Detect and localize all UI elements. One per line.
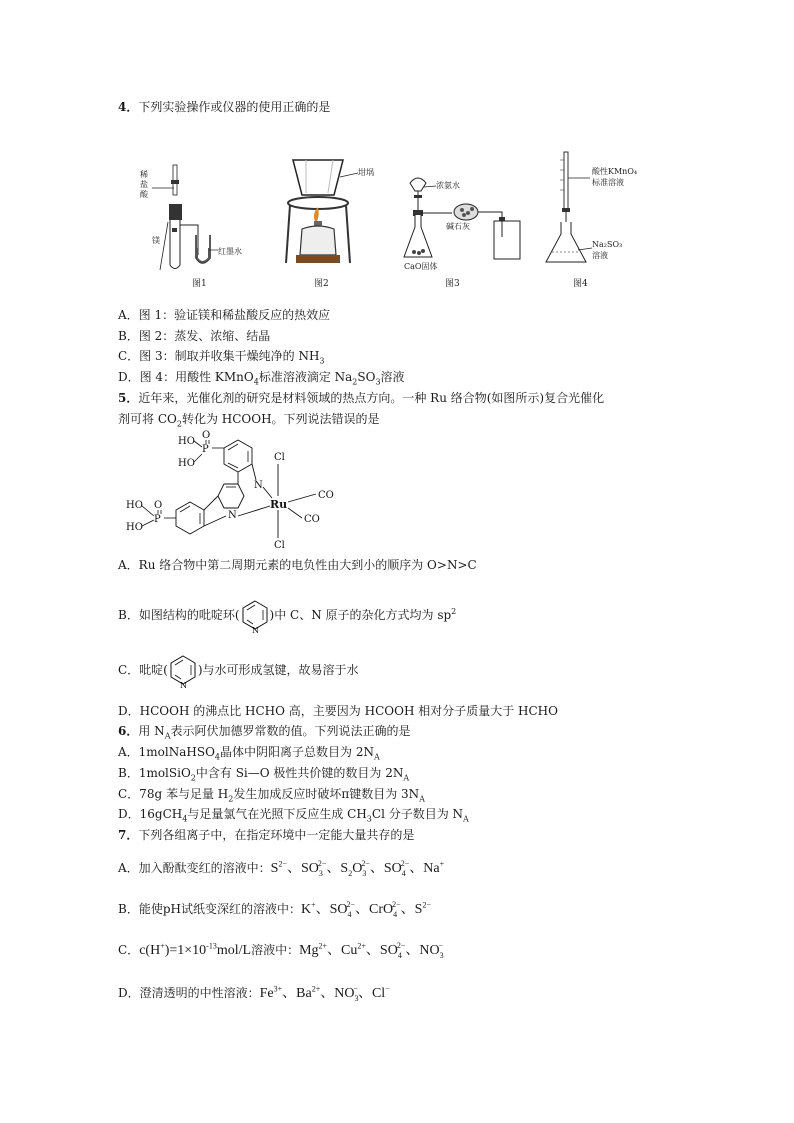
figure-1-caption: 图1 <box>192 279 207 289</box>
svg-text:HO: HO <box>126 522 143 533</box>
svg-text:碱石灰: 碱石灰 <box>446 222 470 231</box>
svg-text:HO: HO <box>126 500 143 511</box>
svg-text:坩埚: 坩埚 <box>358 168 374 177</box>
ru-complex-structure <box>118 430 378 552</box>
q7-option-c: C．$c(H^+)=1\times 10^{-13}mol/L$溶液中：$Mg^{2+}$、$Cu^{2+}$、$SO_4^{2-}$、$NO_3^-$ <box>118 941 444 960</box>
svg-text:O: O <box>202 430 211 441</box>
q4-option-d: D．图 4：用酸性 KMnO$_4$标准溶液滴定 $Na_2SO_3$溶液 <box>118 370 405 387</box>
q6-stem: 6．用 $N_A$表示阿伏加德罗常数的值。下列说法正确的是 <box>118 724 411 741</box>
svg-text:红墨水: 红墨水 <box>218 247 242 256</box>
svg-text:N: N <box>251 625 259 634</box>
svg-text:Ru: Ru <box>270 498 288 511</box>
q5-option-b: B．如图结构的吡啶环( N )中 C、N 原子的杂化方式均为 $sp^2$ <box>118 596 456 634</box>
figure-1-apparatus <box>140 160 260 292</box>
svg-text:HO: HO <box>178 436 195 447</box>
svg-text:浓氨水: 浓氨水 <box>436 181 460 190</box>
q5-option-d: D．HCOOH 的沸点比 HCHO 高，主要因为 HCOOH 相对分子质量大于 HCHO <box>118 704 558 718</box>
svg-text:P: P <box>202 444 209 455</box>
svg-text:CO: CO <box>304 514 320 525</box>
q5-option-c: C．吡啶( N )与水可形成氢键，故易溶于水 <box>118 651 359 689</box>
svg-text:溶液: 溶液 <box>592 251 608 260</box>
svg-text:N: N <box>228 510 237 521</box>
pyridine-ring-icon <box>168 653 198 689</box>
q7-option-d: D．澄清透明的中性溶液：$Fe^{3+}$、$Ba^{2+}$、$NO_3^-$、Cl− <box>118 984 390 1003</box>
q4-option-b: B．图 2：蒸发、浓缩、结晶 <box>118 329 271 343</box>
svg-text:P: P <box>154 514 161 525</box>
q6-option-b: B．1molSiO$_2$中含有 Si—O 极性共价键的数目为 $2N_A$ <box>118 766 410 783</box>
pyridine-ring-icon <box>240 598 270 634</box>
q6-option-d: D．16gCH$_4$与足量氯气在光照下反应生成 $CH_3Cl$ 分子数目为 $N_A$ <box>118 807 469 824</box>
svg-text:N: N <box>179 680 187 689</box>
q4-number: 4． <box>118 100 139 114</box>
svg-text:镁: 镁 <box>152 236 160 245</box>
q5-option-a: A．Ru 络合物中第二周期元素的电负性由大到小的顺序为 O>N>C <box>118 558 477 572</box>
svg-text:O: O <box>154 500 163 511</box>
q4-option-c: C．图 3：制取并收集干燥纯净的 $NH_3$ <box>118 349 325 366</box>
figure-3-apparatus <box>402 155 530 275</box>
q7-option-a: A．加入酚酞变红的溶液中：$S^{2-}$、$SO_3^{2-}$、$S_2O_3^{2-}$、$SO_4^{2-}$、Na+ <box>118 859 445 878</box>
q5-stem-line2: 剂可将 $CO_2$转化为 HCOOH。下列说法错误的是 <box>118 412 380 429</box>
figure-2-apparatus <box>278 155 388 270</box>
svg-text:Cl: Cl <box>274 540 285 551</box>
q7-option-b: B．能使pH试纸变深红的溶液中：K+、$SO_4^{2-}$、CrO$_4^{2-}$、$S^{2-}$ <box>118 900 431 919</box>
svg-text:标准溶液: 标准溶液 <box>592 178 624 187</box>
figure-2-caption: 图2 <box>314 279 329 289</box>
q5-stem-line1: 5．近年来，光催化剂的研究是材料领域的热点方向。一种 Ru 络合物(如图所示)复合光催化 <box>118 391 605 405</box>
svg-text:酸: 酸 <box>140 190 148 199</box>
q6-option-c: C．78g 苯与足量 $H_2$发生加成反应时破坏π键数目为 $3N_A$ <box>118 787 425 804</box>
svg-text:稀: 稀 <box>140 170 148 179</box>
svg-text:N: N <box>254 480 263 491</box>
svg-text:CO: CO <box>318 490 334 501</box>
svg-text:Cl: Cl <box>274 452 285 463</box>
svg-text:酸性KMnO₄: 酸性KMnO₄ <box>592 167 638 176</box>
figure-3-caption: 图3 <box>445 279 460 289</box>
svg-text:HO: HO <box>178 458 195 469</box>
q4-option-a: A．图 1：验证镁和稀盐酸反应的热效应 <box>118 308 331 322</box>
svg-text:CaO固体: CaO固体 <box>404 262 438 271</box>
svg-text:Na₂SO₃: Na₂SO₃ <box>592 240 623 249</box>
svg-text:盐: 盐 <box>140 180 148 189</box>
q7-stem: 7．下列各组离子中，在指定环境中一定能大量共存的是 <box>118 828 415 842</box>
figure-4-caption: 图4 <box>573 279 588 289</box>
figure-4-apparatus <box>540 150 650 272</box>
q6-option-a: A．1molNaHSO$_4$晶体中阴阳离子总数目为 $2N_A$ <box>118 745 380 762</box>
q4-stem: 4．下列实验操作或仪器的使用正确的是 <box>118 100 331 114</box>
